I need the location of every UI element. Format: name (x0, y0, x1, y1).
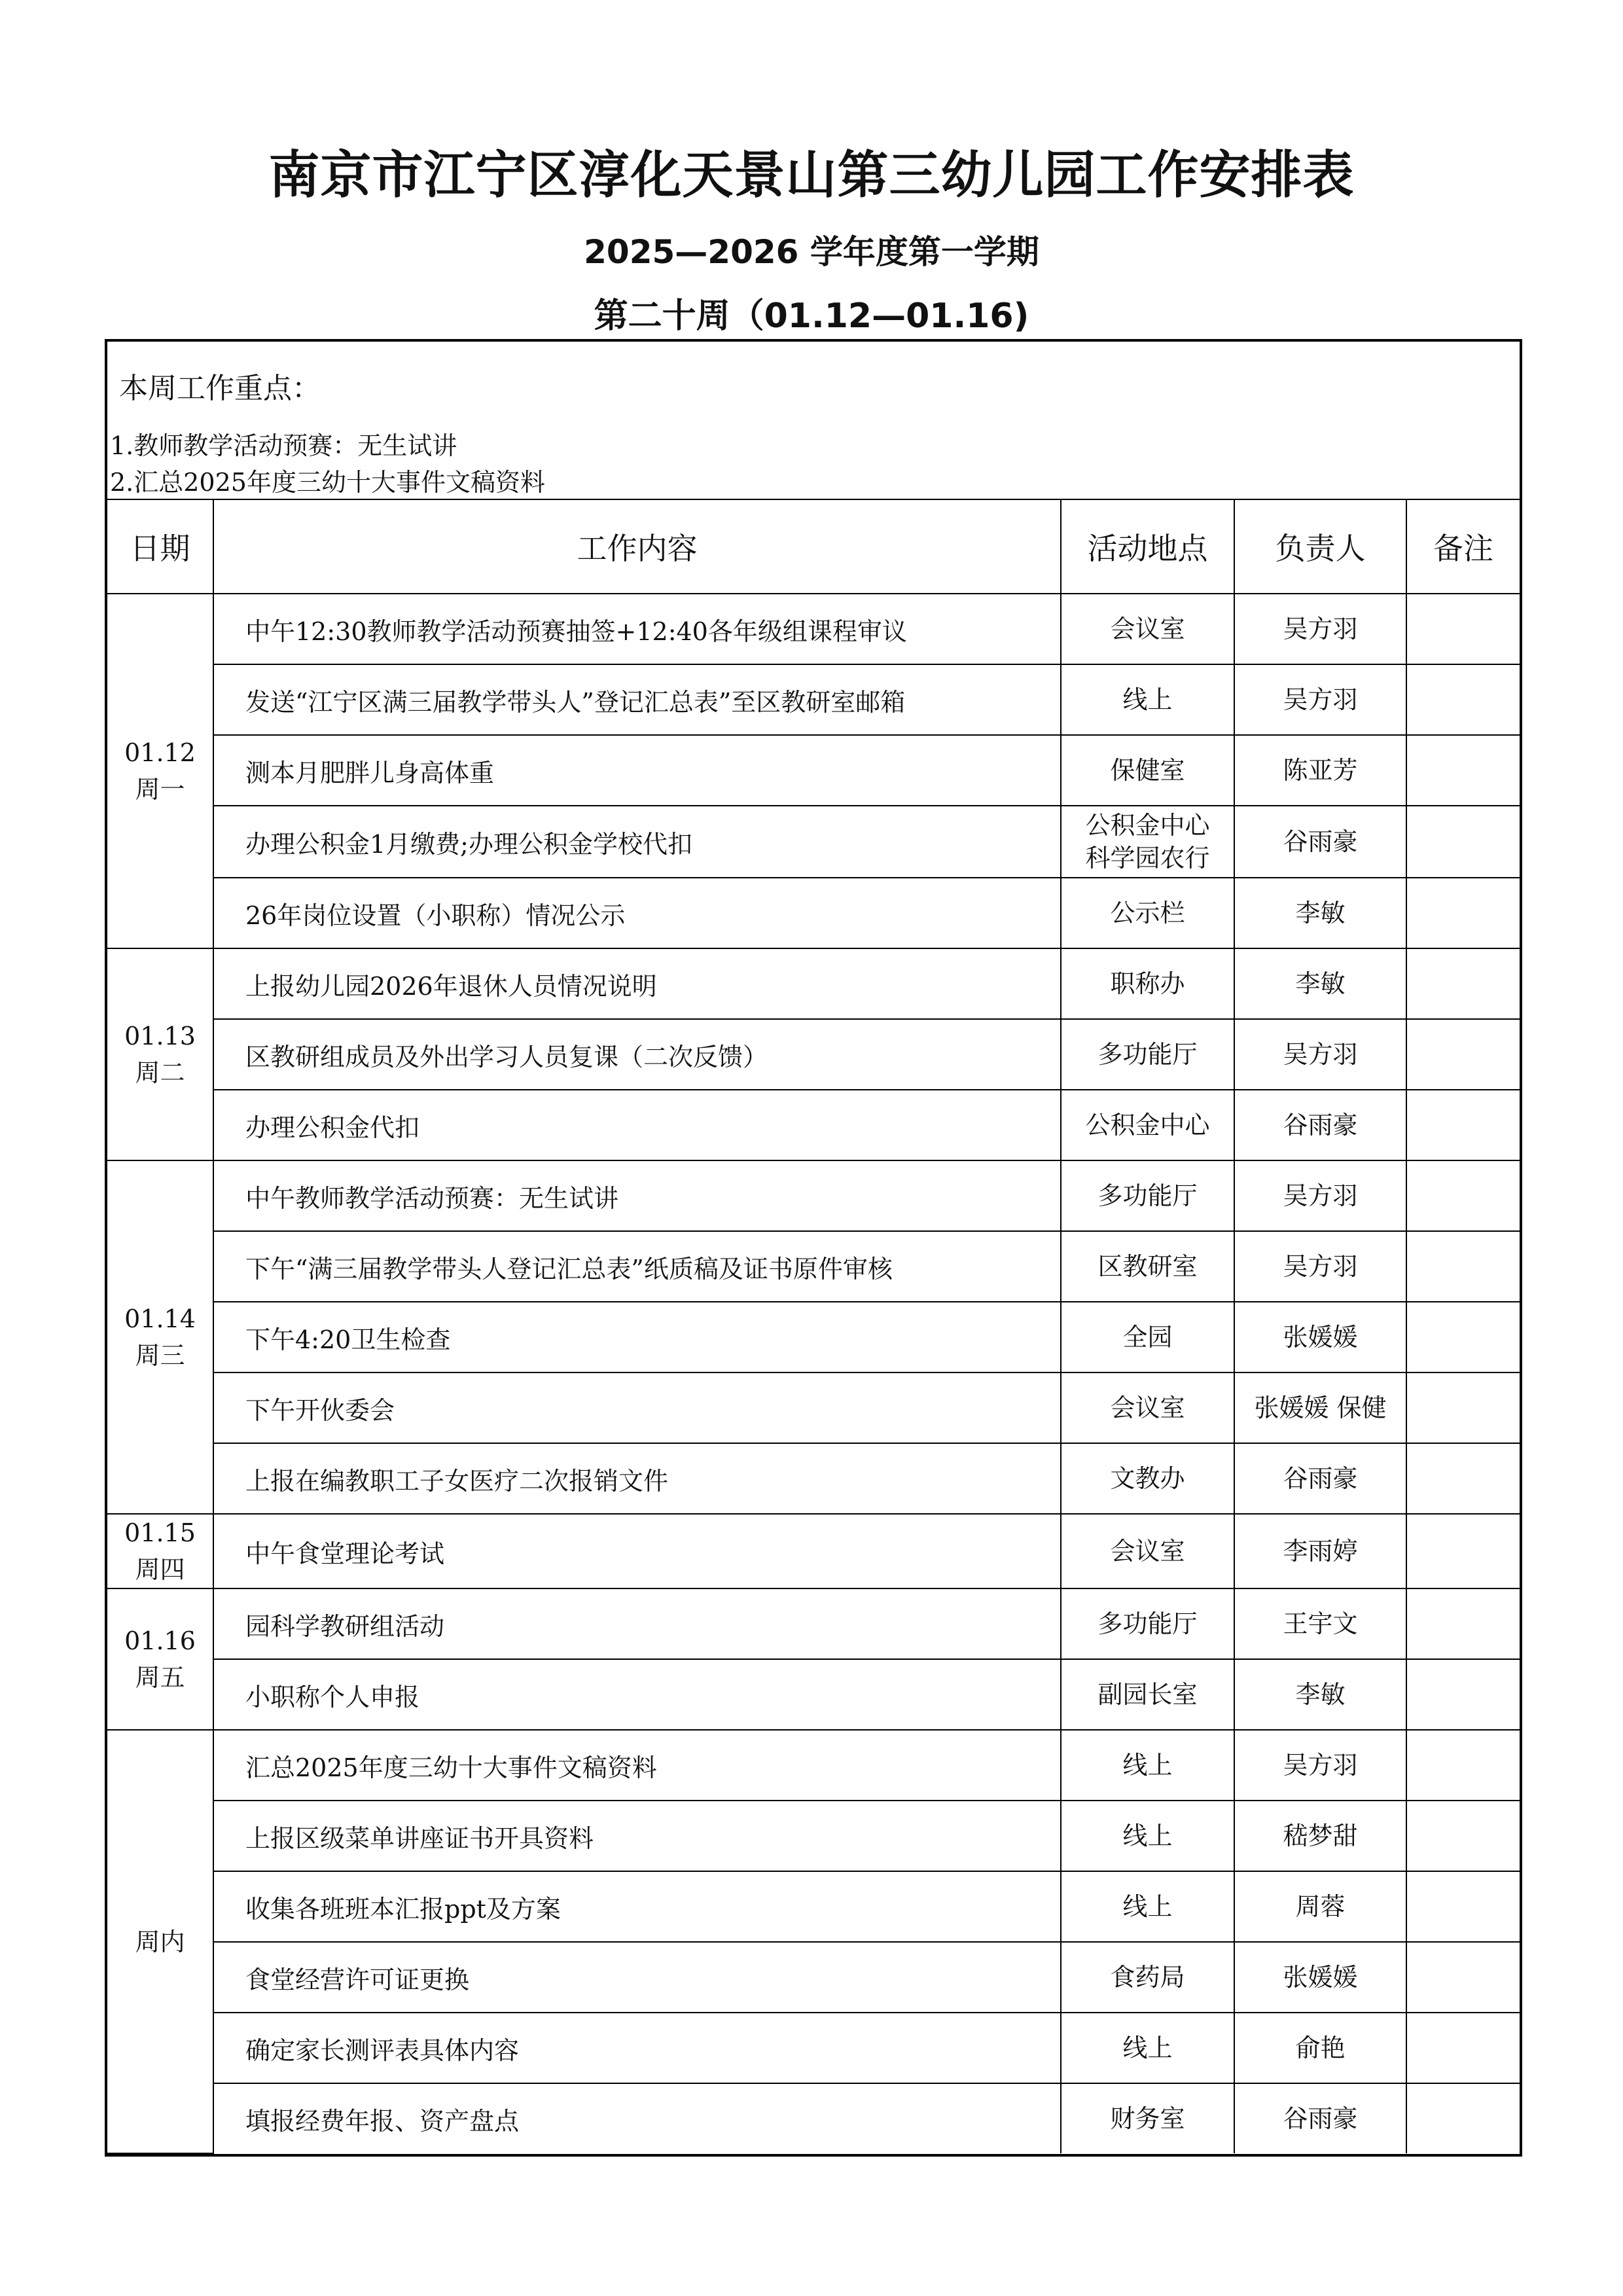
task-content: 上报在编教职工子女医疗二次报销文件 (213, 1443, 1061, 1514)
task-note (1406, 735, 1520, 806)
task-owner: 周蓉 (1234, 1871, 1406, 1942)
place-text: 财务室 (1110, 2104, 1185, 2133)
day-date: 01.16 (124, 1626, 196, 1655)
col-header-date: 日期 (107, 500, 213, 594)
place-text-line2: 科学园农行 (1085, 844, 1210, 872)
task-note (1406, 664, 1520, 735)
place-text: 会议室 (1110, 615, 1185, 643)
task-content: 下午开伙委会 (213, 1372, 1061, 1443)
place-text: 食药局 (1110, 1963, 1185, 1992)
task-owner: 李敏 (1234, 878, 1406, 948)
table-row (107, 1090, 1520, 1160)
task-place (1061, 1372, 1234, 1443)
task-note (1406, 2083, 1520, 2153)
task-content: 测本月肥胖儿身高体重 (213, 735, 1061, 806)
task-note (1406, 1372, 1520, 1443)
place-text: 线上 (1122, 1892, 1173, 1921)
task-content: 办理公积金1月缴费;办理公积金学校代扣 (213, 806, 1061, 878)
task-place (1061, 1443, 1234, 1514)
task-content: 办理公积金代扣 (213, 1090, 1061, 1160)
task-place (1061, 664, 1234, 735)
task-owner: 谷雨豪 (1234, 1090, 1406, 1160)
task-content: 下午4:20卫生检查 (213, 1302, 1061, 1372)
table-row (107, 1160, 1520, 1231)
task-place (1061, 1514, 1234, 1588)
task-content: 确定家长测评表具体内容 (213, 2013, 1061, 2083)
task-owner: 陈亚芳 (1234, 735, 1406, 806)
table-row (107, 2013, 1520, 2083)
task-owner: 李敏 (1234, 948, 1406, 1019)
task-content: 中午食堂理论考试 (213, 1514, 1061, 1588)
task-place (1061, 1090, 1234, 1160)
task-content: 中午教师教学活动预赛：无生试讲 (213, 1160, 1061, 1231)
task-owner: 嵇梦甜 (1234, 1801, 1406, 1871)
task-content: 发送“江宁区满三届教学带头人”登记汇总表”至区教研室邮箱 (213, 664, 1061, 735)
place-text: 会议室 (1110, 1537, 1185, 1566)
task-note (1406, 1871, 1520, 1942)
task-place (1061, 1659, 1234, 1730)
task-note (1406, 1302, 1520, 1372)
day-weekday: 周二 (135, 1058, 185, 1087)
task-owner: 张媛媛 (1234, 1302, 1406, 1372)
task-content: 中午12:30教师教学活动预赛抽签+12:40各年级组课程审议 (213, 594, 1061, 664)
task-note (1406, 878, 1520, 948)
task-note (1406, 1730, 1520, 1801)
task-note (1406, 1231, 1520, 1302)
task-place (1061, 878, 1234, 948)
day-date: 01.15 (124, 1518, 196, 1547)
task-place (1061, 1871, 1234, 1942)
col-header-owner: 负责人 (1234, 500, 1406, 594)
focus-item: 1.教师教学活动预赛：无生试讲 (110, 431, 457, 460)
task-note (1406, 948, 1520, 1019)
place-text: 多功能厅 (1097, 1609, 1198, 1638)
task-place (1061, 1730, 1234, 1801)
task-place (1061, 2013, 1234, 2083)
task-content: 填报经费年报、资产盘点 (213, 2083, 1061, 2153)
task-note (1406, 1659, 1520, 1730)
day-weekday: 周五 (135, 1663, 185, 1692)
table-row (107, 735, 1520, 806)
task-owner: 吴方羽 (1234, 1019, 1406, 1090)
place-text: 线上 (1122, 2034, 1173, 2062)
term-subtitle: 2025—2026 学年度第一学期 (584, 233, 1039, 271)
schedule-table (107, 500, 1520, 2154)
task-content: 26年岗位设置（小职称）情况公示 (213, 878, 1061, 948)
place-text: 多功能厅 (1097, 1040, 1198, 1069)
task-place (1061, 1942, 1234, 2013)
place-text: 副园长室 (1097, 1680, 1198, 1709)
task-owner: 谷雨豪 (1234, 1443, 1406, 1514)
task-content: 下午“满三届教学带头人登记汇总表”纸质稿及证书原件审核 (213, 1231, 1061, 1302)
place-text: 多功能厅 (1097, 1181, 1198, 1210)
day-date-cell (107, 1588, 213, 1730)
task-owner: 李敏 (1234, 1659, 1406, 1730)
day-date-cell (107, 1730, 213, 2153)
task-place (1061, 806, 1234, 878)
focus-item: 2.汇总2025年度三幼十大事件文稿资料 (110, 468, 545, 497)
task-owner: 张媛媛 (1234, 1942, 1406, 2013)
week-range: 第二十周（01.12—01.16) (594, 296, 1029, 336)
table-row (107, 1231, 1520, 1302)
task-content: 园科学教研组活动 (213, 1588, 1061, 1659)
task-owner: 王宇文 (1234, 1588, 1406, 1659)
place-text: 线上 (1122, 685, 1173, 714)
table-row (107, 1801, 1520, 1871)
place-text: 公示栏 (1110, 899, 1185, 927)
table-header-row (107, 500, 1520, 594)
table-row (107, 1019, 1520, 1090)
task-place (1061, 1160, 1234, 1231)
day-date-cell (107, 1160, 213, 1514)
place-text: 全园 (1122, 1323, 1173, 1352)
table-row (107, 2083, 1520, 2153)
task-note (1406, 1090, 1520, 1160)
table-row (107, 878, 1520, 948)
table-row (107, 948, 1520, 1019)
task-place (1061, 1801, 1234, 1871)
task-note (1406, 1019, 1520, 1090)
day-date: 01.13 (124, 1022, 196, 1050)
day-weekday: 周四 (135, 1555, 185, 1584)
table-row (107, 1942, 1520, 2013)
place-text: 公积金中心 (1085, 1111, 1210, 1139)
task-owner: 吴方羽 (1234, 664, 1406, 735)
place-text: 会议室 (1110, 1393, 1185, 1422)
place-text: 区教研室 (1097, 1252, 1198, 1281)
table-row (107, 1659, 1520, 1730)
table-row (107, 594, 1520, 664)
place-text: 线上 (1122, 1821, 1173, 1850)
task-place (1061, 1231, 1234, 1302)
task-place (1061, 594, 1234, 664)
task-note (1406, 1801, 1520, 1871)
task-content: 上报幼儿园2026年退休人员情况说明 (213, 948, 1061, 1019)
task-content: 汇总2025年度三幼十大事件文稿资料 (213, 1730, 1061, 1801)
day-date-cell (107, 594, 213, 948)
place-text: 线上 (1122, 1751, 1173, 1780)
task-content: 小职称个人申报 (213, 1659, 1061, 1730)
table-row (107, 1514, 1520, 1588)
schedule-frame (105, 339, 1522, 2157)
task-content: 上报区级菜单讲座证书开具资料 (213, 1801, 1061, 1871)
task-place (1061, 1019, 1234, 1090)
task-content: 收集各班班本汇报ppt及方案 (213, 1871, 1061, 1942)
task-place (1061, 735, 1234, 806)
task-owner: 谷雨豪 (1234, 2083, 1406, 2153)
table-row (107, 1443, 1520, 1514)
place-text: 职称办 (1110, 969, 1185, 998)
task-owner: 吴方羽 (1234, 1231, 1406, 1302)
task-note (1406, 806, 1520, 878)
task-place (1061, 2083, 1234, 2153)
place-text: 公积金中心 (1085, 811, 1210, 840)
task-owner: 俞艳 (1234, 2013, 1406, 2083)
task-owner: 吴方羽 (1234, 1160, 1406, 1231)
day-date-cell (107, 948, 213, 1160)
task-note (1406, 1588, 1520, 1659)
col-header-place: 活动地点 (1061, 500, 1234, 594)
col-header-content: 工作内容 (213, 500, 1061, 594)
table-row (107, 1372, 1520, 1443)
day-date: 01.14 (124, 1304, 196, 1333)
table-row (107, 1871, 1520, 1942)
table-row (107, 664, 1520, 735)
day-date-cell (107, 1514, 213, 1588)
day-weekday: 周一 (135, 775, 185, 804)
task-owner: 谷雨豪 (1234, 806, 1406, 878)
table-row (107, 806, 1520, 878)
schedule-body (107, 594, 1520, 2153)
task-owner: 张媛媛 保健 (1234, 1372, 1406, 1443)
task-note (1406, 594, 1520, 664)
table-row (107, 1730, 1520, 1801)
task-note (1406, 1514, 1520, 1588)
task-note (1406, 2013, 1520, 2083)
weekly-focus-box (107, 342, 1520, 500)
task-place (1061, 948, 1234, 1019)
task-owner: 李雨婷 (1234, 1514, 1406, 1588)
page-title: 南京市江宁区淳化天景山第三幼儿园工作安排表 (268, 146, 1355, 205)
table-row (107, 1302, 1520, 1372)
task-content: 食堂经营许可证更换 (213, 1942, 1061, 2013)
table-row (107, 1588, 1520, 1659)
task-note (1406, 1942, 1520, 2013)
place-text: 文教办 (1110, 1464, 1185, 1493)
task-note (1406, 1443, 1520, 1514)
task-place (1061, 1588, 1234, 1659)
task-owner: 吴方羽 (1234, 594, 1406, 664)
day-date: 01.12 (124, 738, 196, 767)
day-weekday: 周三 (135, 1341, 185, 1370)
task-content: 区教研组成员及外出学习人员复课（二次反馈） (213, 1019, 1061, 1090)
task-owner: 吴方羽 (1234, 1730, 1406, 1801)
day-weekday: 周内 (135, 1927, 185, 1956)
place-text: 保健室 (1110, 756, 1185, 785)
weekly-focus-heading: 本周工作重点： (119, 372, 321, 405)
col-header-note: 备注 (1406, 500, 1520, 594)
task-place (1061, 1302, 1234, 1372)
task-note (1406, 1160, 1520, 1231)
